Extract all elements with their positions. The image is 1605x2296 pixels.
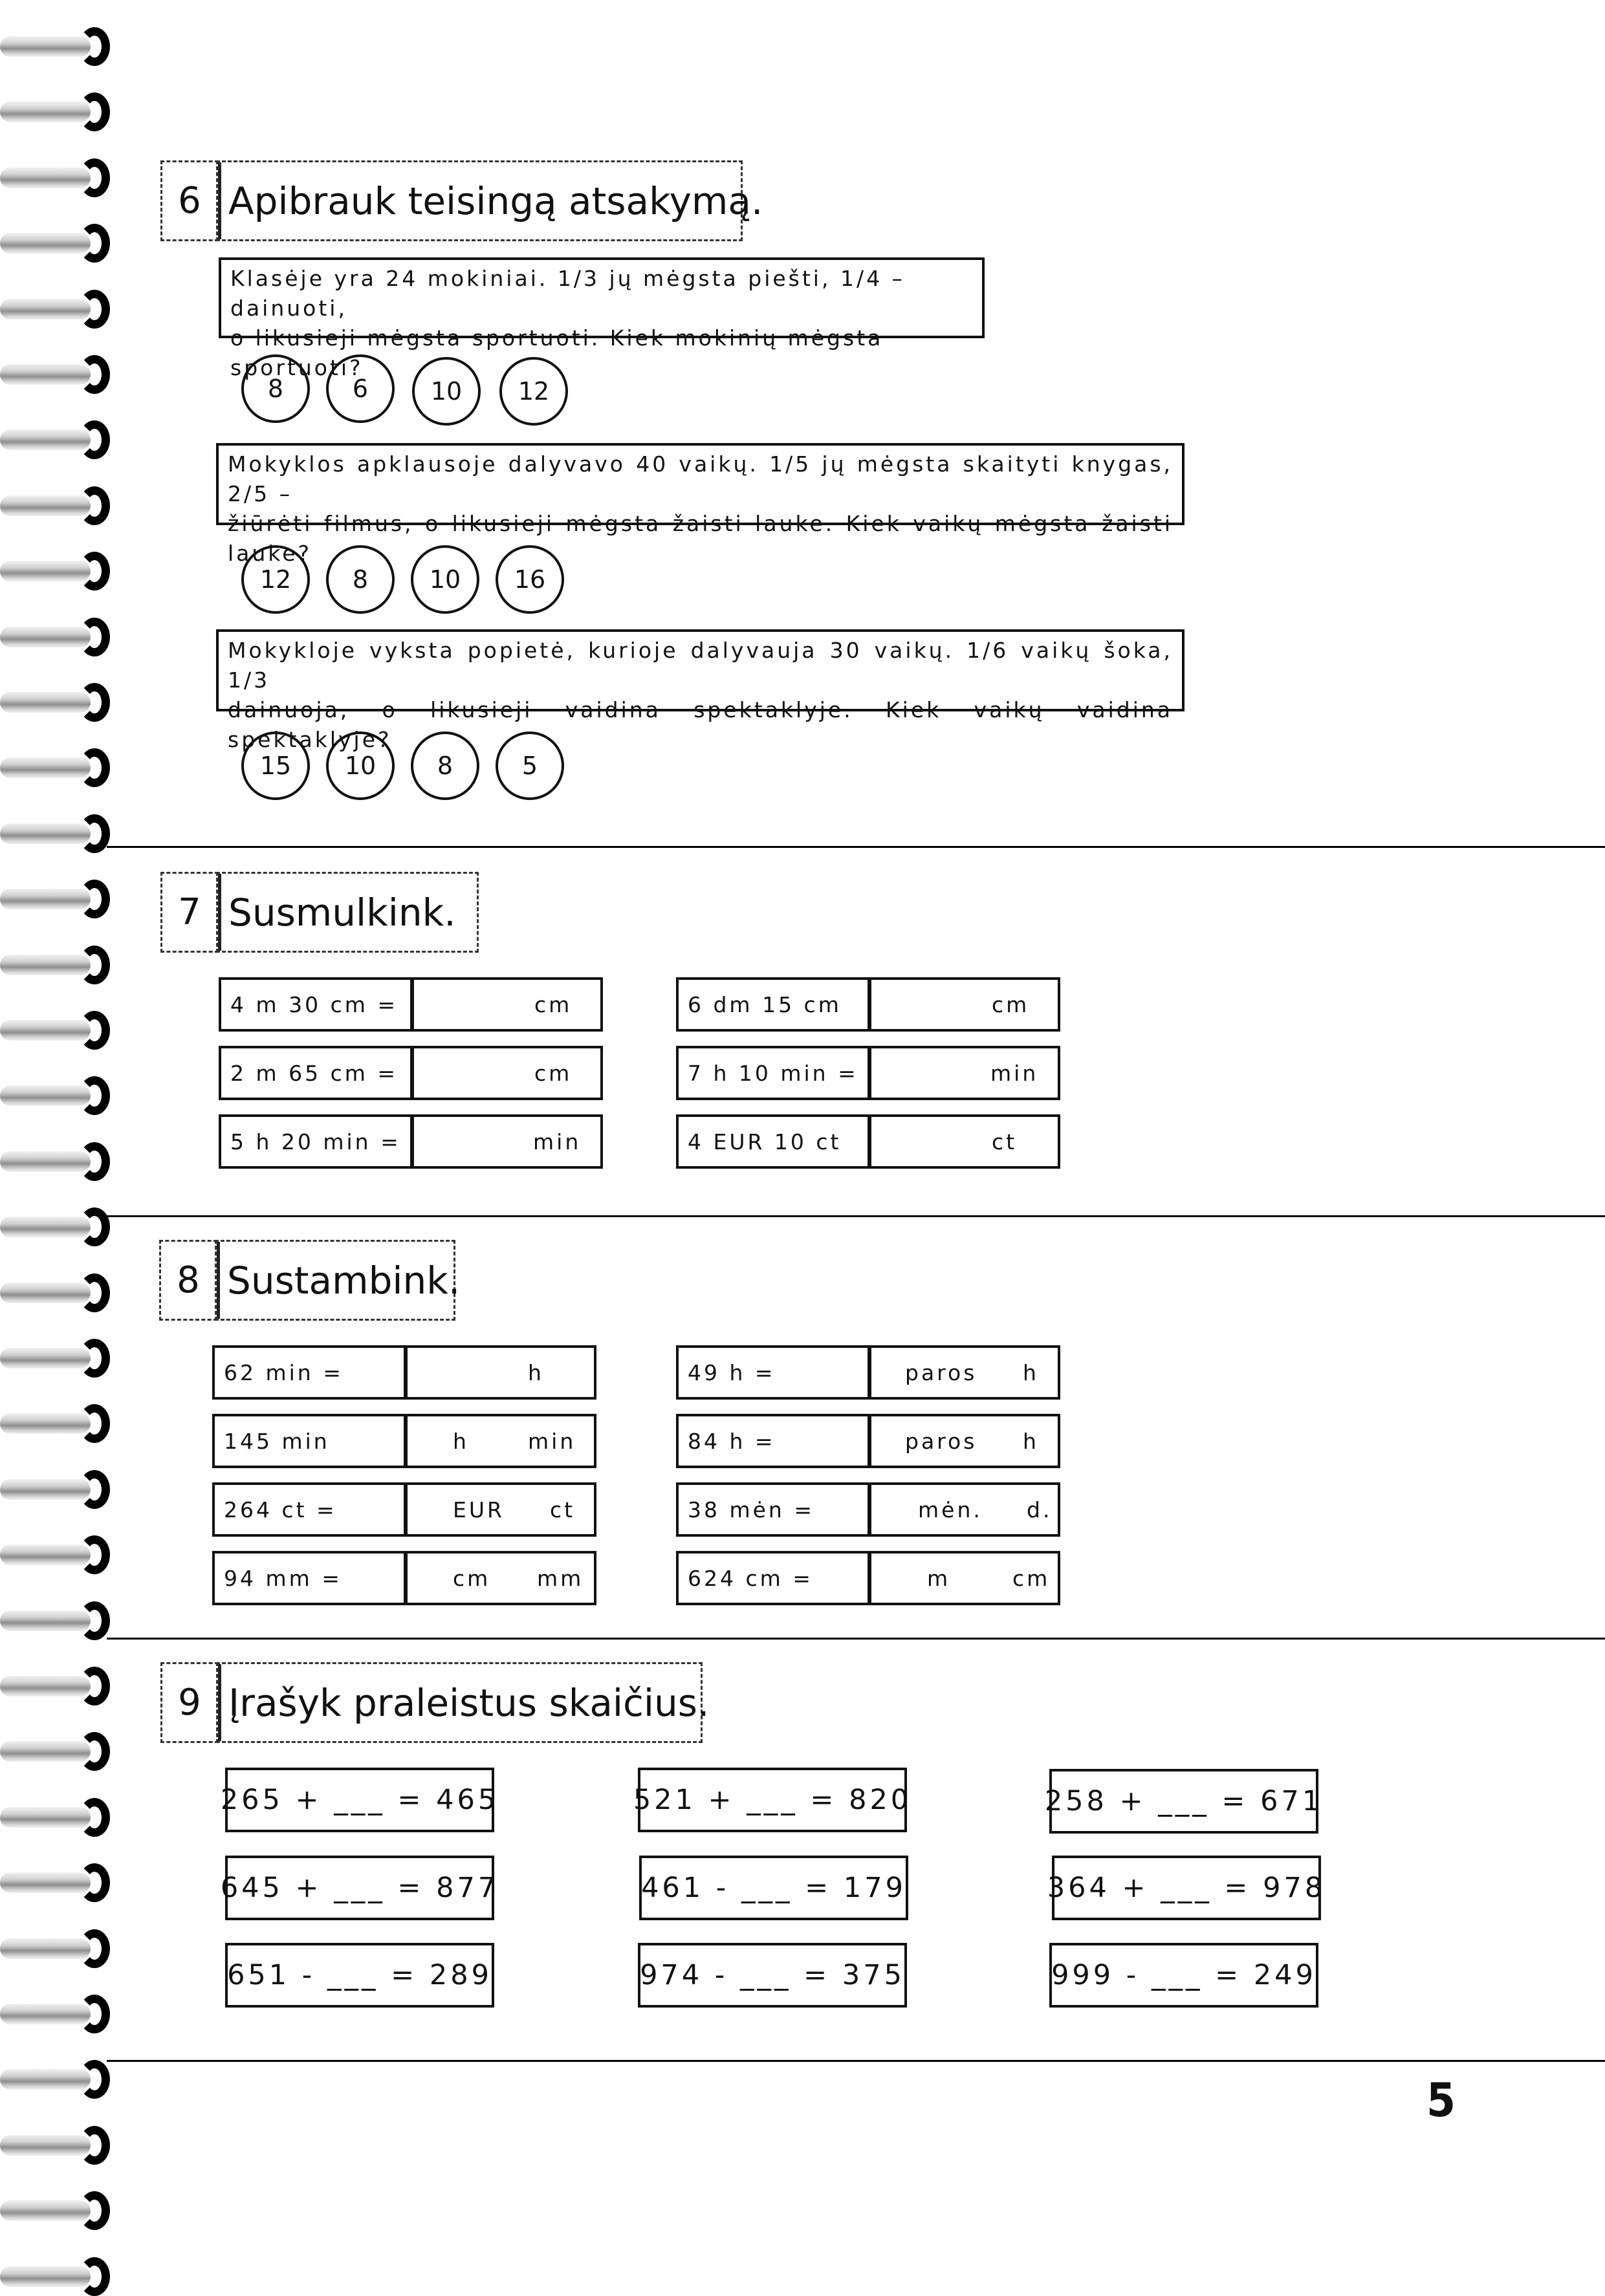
conversion-row [676,1414,1060,1468]
spiral-ring [0,2191,113,2230]
conversion-prompt: 4 m 30 cm = [219,977,413,1032]
answer-field[interactable] [868,1046,1060,1100]
conversion-prompt: 62 min = [212,1345,406,1400]
conversion-row [219,1046,603,1100]
spiral-ring [0,2257,113,2296]
equation-box[interactable]: 461 - ___ = 179 [639,1856,908,1920]
equation-box[interactable]: 258 + ___ = 671 [1049,1769,1318,1834]
answer-option[interactable]: 8 [411,731,479,800]
spiral-ring [0,1404,113,1443]
conversion-prompt: 5 h 20 min = [219,1114,413,1169]
spiral-wire [0,2004,91,2024]
spiral-wire [0,1676,91,1696]
word-problem [219,257,985,380]
spiral-ring [0,290,113,329]
spiral-hook [79,1208,110,1246]
spiral-wire [0,2135,91,2156]
conversion-row [219,1114,603,1169]
spiral-ring [0,683,113,722]
word-problem [216,629,1185,752]
problem-line: Klasėje yra 24 mokiniai. 1/3 jų mėgsta piešti, 1/4 – dainuoti, [230,266,906,321]
conversion-row [212,1551,596,1605]
spiral-ring [0,1273,113,1312]
spiral-ring [0,1798,113,1837]
answer-option[interactable]: 10 [326,731,395,800]
equation-box[interactable]: 999 - ___ = 249 [1049,1943,1318,2008]
conversion-row [212,1482,596,1537]
section-divider [107,1215,1605,1217]
answer-field[interactable] [868,1551,1060,1605]
unit-label: min [990,1060,1039,1086]
conversion-prompt: 6 dm 15 cm [676,977,870,1032]
spiral-wire [0,1807,91,1828]
problem-line: žiūrėti filmus, o likusieji mėgsta žaisti lauke. Kiek vaikų mėgsta žaisti lauke? [228,511,1173,566]
conversion-prompt: 7 h 10 min = [676,1046,870,1100]
exercise-title: Susmulkink. [216,872,479,953]
spiral-ring [0,1929,113,1968]
answer-field[interactable] [868,1345,1060,1400]
equation-box[interactable]: 645 + ___ = 877 [225,1856,494,1920]
spiral-ring [0,2126,113,2165]
spiral-ring [0,92,113,131]
spiral-wire [0,561,91,581]
answer-field[interactable] [404,1414,596,1468]
spiral-hook [79,2191,110,2230]
spiral-ring [0,1470,113,1509]
spiral-hook [79,1273,110,1312]
answer-option[interactable]: 6 [326,354,395,423]
spiral-ring [0,814,113,853]
exercise-number: 9 [160,1662,219,1743]
spiral-wire [0,364,91,385]
spiral-ring [0,1995,113,2033]
unit-label: h [453,1428,469,1454]
answer-option[interactable]: 12 [499,357,568,426]
spiral-hook [79,1470,110,1509]
spiral-wire [0,1544,91,1565]
spiral-wire [0,168,91,188]
spiral-ring [0,552,113,590]
problem-line: Mokykloje vyksta popietė, kurioje dalyvauja 30 vaikų. 1/6 vaikų šoka, 1/3 [228,638,1173,693]
answer-option[interactable]: 5 [496,731,564,800]
spiral-wire [0,2266,91,2287]
spiral-hook [79,1732,110,1771]
answer-field[interactable] [410,977,603,1032]
spiral-hook [79,420,110,459]
spiral-ring [0,158,113,197]
unit-label: ct [550,1497,576,1522]
spiral-hook [79,355,110,394]
answer-field[interactable] [868,1414,1060,1468]
answer-field[interactable] [410,1114,603,1169]
spiral-wire [0,1283,91,1303]
spiral-wire [0,299,91,319]
spiral-hook [79,1798,110,1837]
conversion-row [676,1046,1060,1100]
spiral-ring [0,1732,113,1771]
spiral-hook [79,1667,110,1706]
conversion-prompt: 84 h = [676,1414,870,1468]
spiral-hook [79,946,110,984]
spiral-hook [79,2257,110,2296]
unit-label: EUR [453,1497,505,1522]
spiral-wire [0,233,91,254]
answer-field[interactable] [410,1046,603,1100]
conversion-row [212,1414,596,1468]
conversion-prompt: 624 cm = [676,1551,870,1605]
spiral-ring [0,1667,113,1706]
spiral-wire [0,429,91,450]
answer-field[interactable] [868,977,1060,1032]
exercise-title: Sustambink. [215,1240,455,1321]
spiral-hook [79,1863,110,1902]
unit-label: cm [534,1060,573,1086]
spiral-ring [0,2060,113,2099]
word-problem [216,443,1185,566]
exercise-title: Įrašyk praleistus skaičius. [216,1662,703,1743]
conversion-row [219,977,603,1032]
answer-option[interactable]: 10 [411,545,479,614]
spiral-ring [0,486,113,525]
spiral-hook [79,1142,110,1181]
conversion-prompt: 94 mm = [212,1551,406,1605]
conversion-row [212,1345,596,1400]
exercise-number: 6 [160,160,219,241]
spiral-wire [0,757,91,778]
spiral-ring [0,1142,113,1181]
unit-label: mm [537,1565,584,1591]
equation-box[interactable]: 521 + ___ = 820 [638,1768,907,1832]
spiral-wire [0,1413,91,1434]
spiral-hook [79,683,110,722]
spiral-ring [0,1208,113,1246]
spiral-hook [79,2126,110,2165]
spiral-ring [0,27,113,66]
spiral-wire [0,955,91,975]
spiral-wire [0,1020,91,1041]
spiral-hook [79,1339,110,1378]
spiral-ring [0,224,113,263]
conversion-prompt: 4 EUR 10 ct [676,1114,870,1169]
conversion-prompt: 49 h = [676,1345,870,1400]
spiral-wire [0,1151,91,1172]
answer-option[interactable]: 8 [326,545,395,614]
unit-label: mėn. [918,1497,983,1522]
conversion-prompt: 264 ct = [212,1482,406,1537]
spiral-hook [79,1011,110,1050]
unit-label: cm [534,991,573,1017]
spiral-hook [79,880,110,918]
conversion-row [676,1551,1060,1605]
exercise-number: 8 [159,1240,217,1321]
spiral-ring [0,618,113,656]
answer-option[interactable]: 16 [496,545,564,614]
spiral-wire [0,889,91,909]
spiral-wire [0,102,91,122]
answer-field[interactable] [404,1482,596,1537]
spiral-hook [79,1929,110,1968]
spiral-hook [79,552,110,590]
spiral-wire [0,2069,91,2090]
spiral-ring [0,1076,113,1115]
spiral-ring [0,1601,113,1640]
unit-label: cm [992,991,1030,1017]
spiral-hook [79,748,110,787]
unit-label: h [528,1359,544,1385]
spiral-wire [0,692,91,713]
spiral-ring [0,946,113,984]
unit-label: h [1023,1359,1039,1385]
unit-label: cm [1012,1565,1051,1591]
section-divider [107,1638,1605,1640]
section-divider [107,2060,1605,2062]
spiral-hook [79,486,110,525]
unit-label: paros [905,1359,977,1385]
answer-option[interactable]: 12 [241,545,310,614]
section-divider [107,846,1605,848]
answer-field[interactable] [868,1114,1060,1169]
answer-field[interactable] [868,1482,1060,1537]
spiral-ring [0,355,113,394]
equation-box[interactable]: 364 + ___ = 978 [1052,1856,1321,1920]
spiral-wire [0,1741,91,1762]
conversion-row [676,1345,1060,1400]
problem-line: o likusieji mėgsta sportuoti. Kiek mokinių mėgsta sportuoti? [230,325,884,380]
spiral-wire [0,627,91,647]
answer-option[interactable]: 15 [241,731,310,800]
spiral-wire [0,2200,91,2221]
spiral-wire [0,1348,91,1369]
answer-field[interactable] [404,1551,596,1605]
problem-line: Mokyklos apklausoje dalyvavo 40 vaikų. 1/5 jų mėgsta skaityti knygas, 2/5 – [228,451,1173,506]
answer-option[interactable]: 8 [241,354,310,423]
spiral-wire [0,495,91,516]
spiral-hook [79,224,110,263]
spiral-hook [79,158,110,197]
spiral-wire [0,823,91,844]
conversion-prompt: 2 m 65 cm = [219,1046,413,1100]
spiral-hook [79,1535,110,1574]
spiral-wire [0,1938,91,1959]
spiral-wire [0,36,91,57]
spiral-hook [79,92,110,131]
unit-label: paros [905,1428,977,1454]
spiral-hook [79,27,110,66]
spiral-ring [0,1011,113,1050]
equation-box[interactable]: 265 + ___ = 465 [225,1768,494,1832]
spiral-wire [0,1872,91,1893]
conversion-row [676,977,1060,1032]
spiral-ring [0,1339,113,1378]
spiral-hook [79,1076,110,1115]
spiral-hook [79,814,110,853]
spiral-wire [0,1085,91,1106]
spiral-ring [0,1535,113,1574]
conversion-row [676,1114,1060,1169]
conversion-prompt: 38 mėn = [676,1482,870,1537]
unit-label: min [533,1129,582,1154]
conversion-prompt: 145 min [212,1414,406,1468]
answer-option[interactable]: 10 [412,357,481,426]
page-number: 5 [1426,2073,1456,2127]
spiral-hook [79,1995,110,2033]
spiral-hook [79,1404,110,1443]
spiral-hook [79,290,110,329]
conversion-row [676,1482,1060,1537]
unit-label: cm [453,1565,491,1591]
spiral-ring [0,1863,113,1902]
spiral-hook [79,618,110,656]
equation-box[interactable]: 651 - ___ = 289 [225,1943,494,2008]
spiral-hook [79,1601,110,1640]
unit-label: m [927,1565,951,1591]
equation-box[interactable]: 974 - ___ = 375 [638,1943,907,2008]
unit-label: h [1023,1428,1039,1454]
unit-label: ct [992,1129,1018,1154]
unit-label: min [528,1428,576,1454]
spiral-wire [0,1217,91,1237]
unit-label: d. [1027,1497,1053,1522]
answer-field[interactable] [404,1345,596,1400]
exercise-title: Apibrauk teisingą atsakymą. [216,160,743,241]
exercise-number: 7 [160,872,219,953]
spiral-ring [0,880,113,918]
spiral-wire [0,1610,91,1631]
spiral-ring [0,420,113,459]
spiral-hook [79,2060,110,2099]
spiral-wire [0,1479,91,1500]
spiral-ring [0,748,113,787]
problem-line: dainuoja, o likusieji vaidina spektaklyje. Kiek vaikų vaidina spektaklyje? [228,697,1173,752]
